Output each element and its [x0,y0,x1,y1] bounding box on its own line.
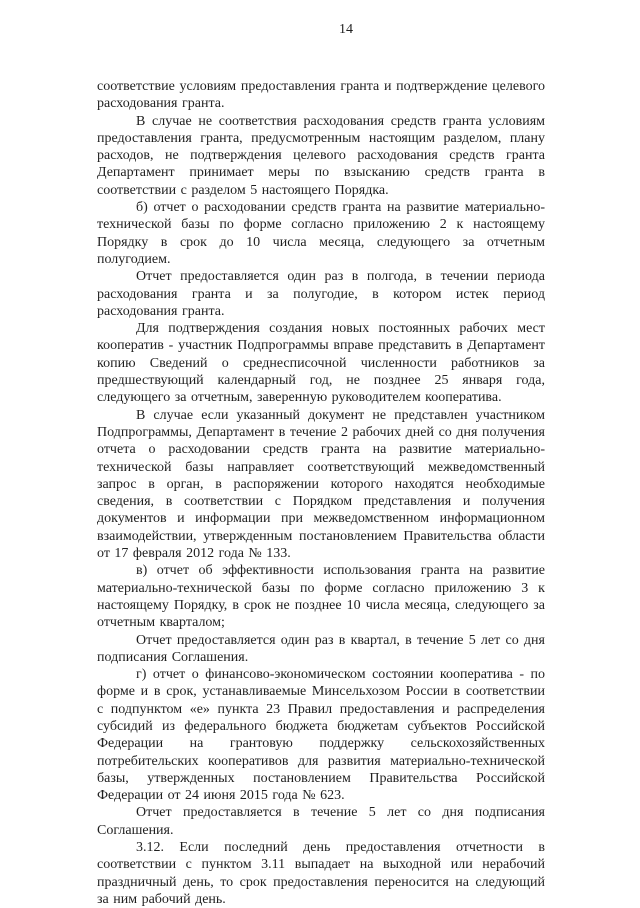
paragraph: 3.12. Если последний день предоставления отчетности в соответствии с пунктом 3.11 выпадает на выходной или нерабочий праздничный день, то срок предоставления переносится на следующий за ним рабочий день. [97,840,545,907]
paragraph: Отчет предоставляется в течение 5 лет со дня подписания Соглашения. [97,805,545,838]
paragraph: в) отчет об эффективности использования гранта на развитие материально-технической базы по форме согласно приложению 3 к настоящему Порядку, в срок не позднее 10 числа месяца, следующего за отчетным кварталом; [97,563,545,631]
document-body [97,78,545,908]
paragraph: В случае не соответствия расходования средств гранта условиям предоставления гранта, предусмотренным настоящим разделом, плану расходов, не подтверждения целевого расходования средств гранта Департамент принимает меры по взысканию средств гранта в соответствии с разделом 5 настоящего Порядка. [97,113,545,198]
paragraph: Отчет предоставляется один раз в полгода, в течении периода расходования гранта и за полугодие, в котором истек период расходования гранта. [97,269,545,319]
paragraph: б) отчет о расходовании средств гранта на развитие материально-технической базы по форме согласно приложению 2 к настоящему Порядку в срок до 10 числа месяца, следующего за отчетным полугодием. [97,200,545,267]
paragraph: В случае если указанный документ не представлен участником Подпрограммы, Департамент в течение 2 рабочих дней со дня получения отчета о расходовании средств гранта на развитие материально-технической базы направляет соответствующий межведомственный запрос в орган, в распоряжении которого находятся необходимые сведения, в соответствии с Порядком представления и получения документов и информации при межведомственном информационном взаимодействии, утвержденным постановлением Правительства области от 17 февраля 2012 года № 133. [97,407,545,562]
paragraph: г) отчет о финансово-экономическом состоянии кооператива - по форме и в срок, устанавливаемые Минсельхозом России в соответствии с подпунктом «е» пункта 23 Правил предоставления и распределения субсидий из федерального бюджета бюджетам субъектов Российской Федерации на грантовую поддержку сельскохозяйственных потребительских кооперативов для развития материально-технической базы, утвержденных постановлением Правительства Российской Федерации от 24 июня 2015 года № 623. [97,667,545,804]
page-number: 14 [339,22,353,37]
paragraph: Для подтверждения создания новых постоянных рабочих мест кооператив - участник Подпрограммы вправе представить в Департамент копию Сведений о среднесписочной численности работников за предшествующий календарный год, не позднее 25 января года, следующего за отчетным, заверенную руководителем кооператива. [97,321,545,406]
paragraph: соответствие условиям предоставления гранта и подтверждение целевого расходования гранта. [97,79,545,112]
paragraph: Отчет предоставляется один раз в квартал, в течение 5 лет со дня подписания Соглашения. [97,632,545,665]
